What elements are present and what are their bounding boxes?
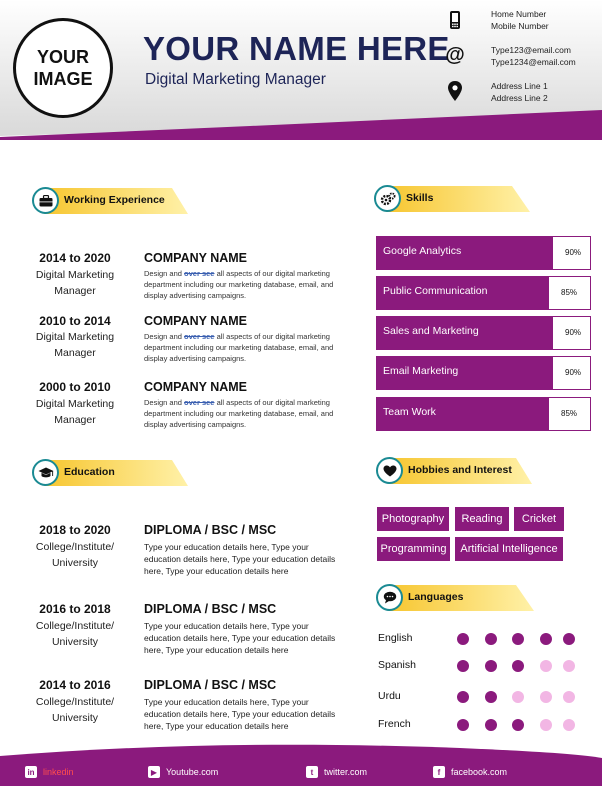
facebook-icon: f — [433, 766, 445, 778]
skill-percent: 90% — [565, 328, 582, 337]
experience-company: COMPANY NAME — [144, 314, 248, 328]
skill-bar — [376, 276, 591, 310]
skill-percent: 90% — [565, 248, 582, 257]
chat-icon — [376, 584, 403, 611]
footer-link-label: facebook.com — [451, 767, 508, 777]
footer-link-linkedin[interactable] — [25, 765, 74, 779]
briefcase-icon — [32, 187, 59, 214]
skill-bar — [376, 397, 591, 431]
email-1[interactable]: Type123@email.com — [491, 45, 571, 55]
language-dot-filled — [512, 660, 524, 672]
skill-bar — [376, 356, 591, 390]
language-dot-empty — [563, 660, 575, 672]
experience-description: Design and over see all aspects of our digital marketing department including our marketing database, email, and display advertising campaigns. — [144, 269, 334, 300]
language-dot-filled — [485, 691, 497, 703]
hobby-tag: Artificial Intelligence — [455, 537, 563, 561]
experience-years: 2014 to 2020 — [39, 251, 111, 265]
profile-photo-placeholder[interactable] — [13, 18, 113, 118]
gears-icon — [374, 185, 401, 212]
address-line-1: Address Line 1 — [491, 81, 548, 91]
skill-percent: 90% — [565, 368, 582, 377]
language-dot-filled — [540, 633, 552, 645]
footer-link-label: linkedin — [43, 767, 74, 777]
language-dot-empty — [540, 691, 552, 703]
language-dot-filled — [485, 633, 497, 645]
section-working-experience — [32, 188, 192, 214]
hobby-tag: Cricket — [514, 507, 564, 531]
footer-link-label: Youtube.com — [166, 767, 219, 777]
section-hobbies — [376, 458, 536, 484]
experience-company: COMPANY NAME — [144, 251, 248, 265]
footer-link-twitter[interactable] — [306, 765, 367, 779]
section-skills — [374, 186, 534, 212]
language-dot-empty — [540, 719, 552, 731]
language-dot-empty — [512, 691, 524, 703]
contact-phone — [491, 8, 549, 32]
section-title: Working Experience — [64, 194, 165, 206]
education-years: 2014 to 2016 — [39, 678, 111, 692]
contact-email — [491, 44, 576, 68]
education-school: College/Institute/ University — [35, 620, 115, 648]
section-title: Languages — [408, 591, 464, 603]
education-years: 2018 to 2020 — [39, 523, 111, 537]
footer-link-youtube[interactable] — [148, 765, 218, 779]
section-languages — [376, 585, 536, 611]
photo-label: YOUR IMAGE — [33, 47, 93, 89]
language-name: French — [378, 718, 411, 730]
section-title: Education — [64, 466, 115, 478]
skill-label: Google Analytics — [383, 245, 462, 257]
youtube-icon: ▶ — [148, 766, 160, 778]
section-title: Skills — [406, 192, 434, 204]
skill-percent: 85% — [561, 288, 578, 297]
graduation-cap-icon — [32, 459, 59, 486]
experience-years: 2010 to 2014 — [39, 314, 111, 328]
education-school: College/Institute/ University — [35, 541, 115, 569]
hobby-tag: Reading — [455, 507, 509, 531]
language-name: Urdu — [378, 690, 401, 702]
footer-link-facebook[interactable] — [433, 765, 507, 779]
section-education — [32, 460, 192, 486]
skill-bar — [376, 316, 591, 350]
language-dot-filled — [457, 660, 469, 672]
footer-link-label: twitter.com — [324, 767, 368, 777]
phone-icon — [444, 9, 466, 31]
candidate-name: YOUR NAME HERE — [143, 30, 450, 67]
language-name: English — [378, 632, 413, 644]
experience-description: Design and over see all aspects of our digital marketing department including our marketing database, email, and display advertising campaigns. — [144, 398, 334, 429]
language-dot-filled — [457, 719, 469, 731]
education-years: 2016 to 2018 — [39, 602, 111, 616]
heart-icon — [376, 457, 403, 484]
home-number: Home Number — [491, 9, 547, 19]
location-pin-icon — [444, 80, 466, 102]
language-dot-filled — [563, 633, 575, 645]
twitter-icon: t — [306, 766, 318, 778]
education-school: College/Institute/ University — [35, 696, 115, 724]
education-degree: DIPLOMA / BSC / MSC — [144, 678, 277, 692]
address-line-2: Address Line 2 — [491, 93, 548, 103]
section-title: Hobbies and Interest — [408, 464, 512, 476]
language-dot-filled — [457, 691, 469, 703]
skill-label: Sales and Marketing — [383, 325, 479, 337]
education-description: Type your education details here, Type your education details here, Type your education details here, Type your education details here — [144, 621, 336, 655]
skill-percent: 85% — [561, 409, 578, 418]
language-dot-filled — [512, 633, 524, 645]
experience-role: Digital Marketing Manager — [35, 269, 115, 297]
contact-address — [491, 80, 548, 104]
experience-years: 2000 to 2010 — [39, 380, 111, 394]
linkedin-icon: in — [25, 766, 37, 778]
experience-company: COMPANY NAME — [144, 380, 248, 394]
education-degree: DIPLOMA / BSC / MSC — [144, 523, 277, 537]
skill-bar — [376, 236, 591, 270]
language-dot-filled — [512, 719, 524, 731]
experience-role: Digital Marketing Manager — [35, 398, 115, 426]
experience-description: Design and over see all aspects of our digital marketing department including our marketing database, email, and display advertising campaigns. — [144, 332, 334, 363]
skill-label: Public Communication — [383, 285, 488, 297]
language-dot-filled — [485, 660, 497, 672]
language-dot-filled — [485, 719, 497, 731]
footer-background — [0, 740, 602, 786]
language-name: Spanish — [378, 659, 416, 671]
experience-role: Digital Marketing Manager — [35, 331, 115, 359]
hobby-tag: Programming — [377, 537, 450, 561]
skill-label: Email Marketing — [383, 365, 459, 377]
language-dot-empty — [540, 660, 552, 672]
language-dot-empty — [563, 691, 575, 703]
education-degree: DIPLOMA / BSC / MSC — [144, 602, 277, 616]
hobby-tag: Photography — [377, 507, 449, 531]
at-sign-icon: @ — [445, 43, 465, 66]
education-description: Type your education details here, Type your education details here, Type your education details here, Type your education details here — [144, 697, 336, 731]
email-2[interactable]: Type1234@email.com — [491, 57, 576, 67]
job-title: Digital Marketing Manager — [145, 71, 326, 88]
mobile-number: Mobile Number — [491, 21, 549, 31]
skill-label: Team Work — [383, 406, 436, 418]
education-description: Type your education details here, Type your education details here, Type your education details here, Type your education details here — [144, 542, 336, 576]
language-dot-filled — [457, 633, 469, 645]
language-dot-empty — [563, 719, 575, 731]
